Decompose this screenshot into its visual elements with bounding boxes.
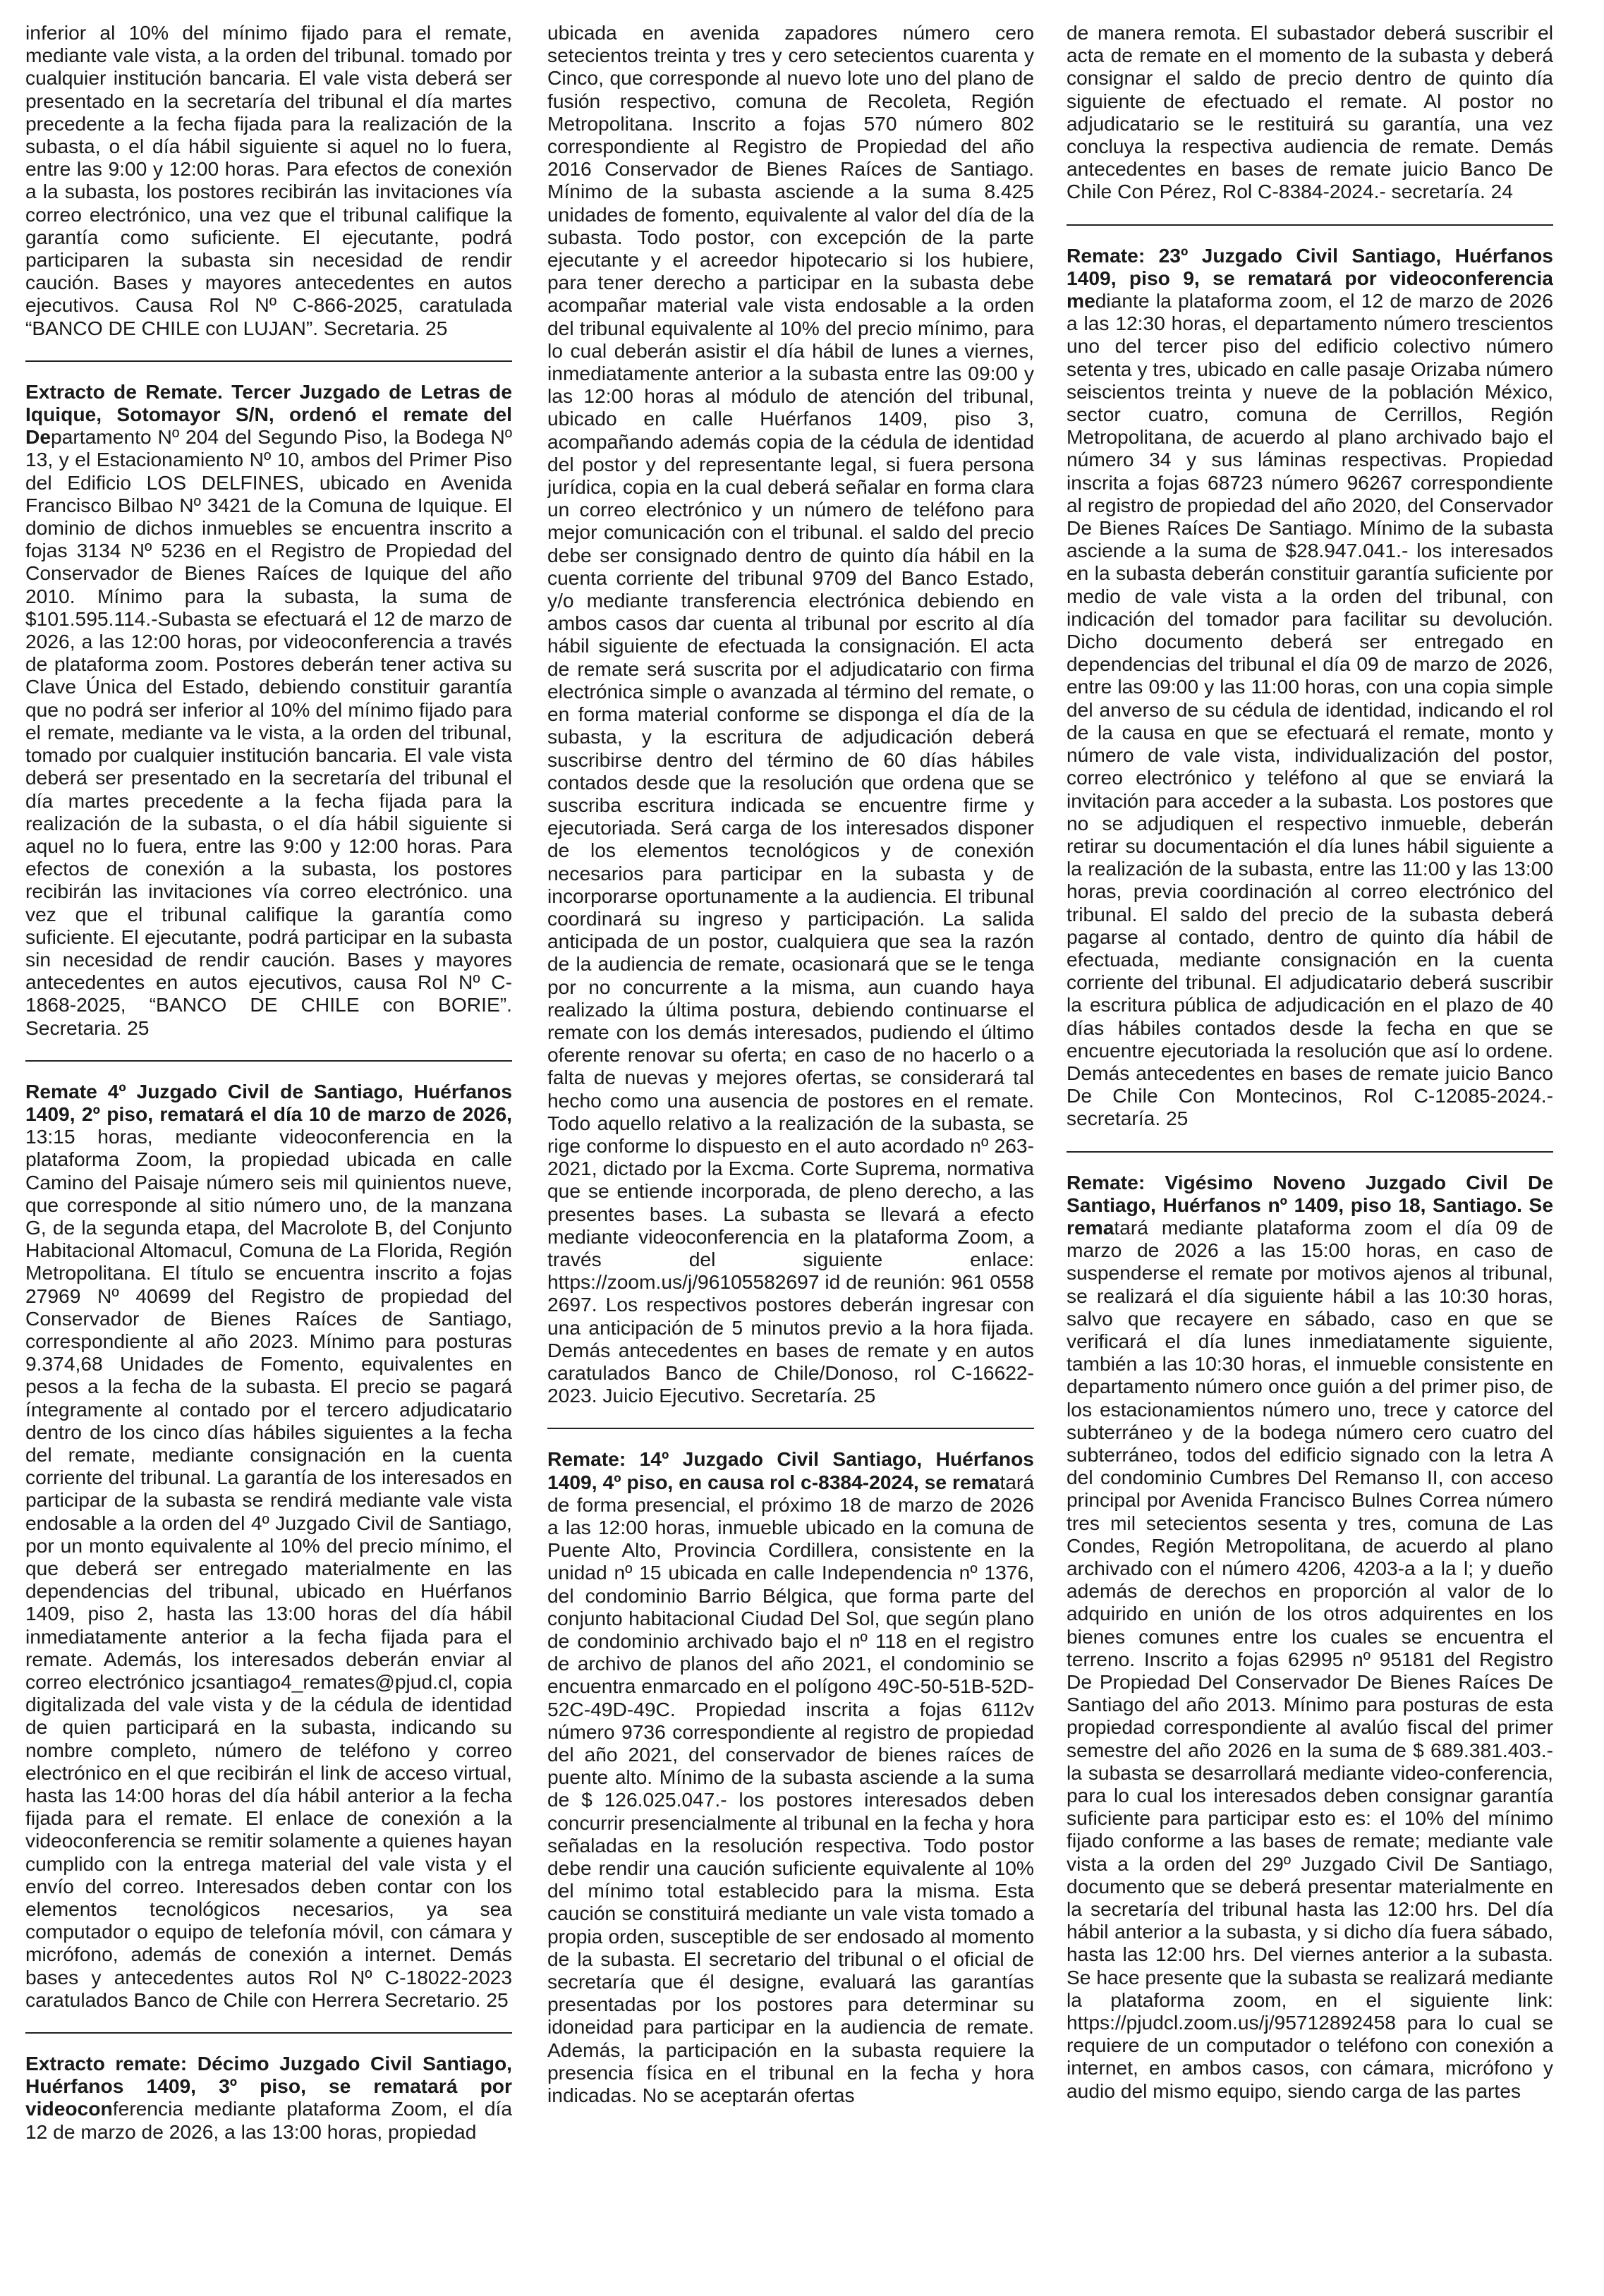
notice-body: ferencia mediante plataforma Zoom, el día 12 de marzo de 2026, a las 13:00 horas, propiedad	[25, 2097, 512, 2143]
notice-heading: Remate: 23º Juzgado Civil Santiago, Huérfanos 1409, piso 9, se rematará por videoconferencia me	[1067, 243, 1553, 312]
notice-body: tará mediante plataforma zoom el día 09 de marzo de 2026 a las 15:00 horas, en caso de suspenderse el remate por motivos ajenos al tribunal, se realizará el día siguiente hábil a las 10:30 horas, salvo que recayere en sábado, caso en que se verificará el día lunes inmediatamente siguiente, también a las 10:30 horas, el inmueble consistente en departamento número once guión a del primer piso, de los estacionamientos número uno, trece y catorce del subterráneo y de la bodega número cero cuatro del subterráneo, todos del edificio signado con la letra A del condominio Cumbres Del Remanso II, con acceso principal por Avenida Francisco Bulnes Correa número tres mil setecientos sesenta y tres, comuna de Las Condes, Región Metropolitana, de acuerdo al plano archivado con el número 4206, 4203-a a la l; y dueño además de derechos en proporción al valor de lo adquirido en unión de los otros adquirentes en los bienes comunes entre los cuales se encuentra el terreno. Inscrito a fojas 62995 nº 95181 del Registro De Propiedad Del Conservador De Bienes Raíces De Santiago del año 2013. Mínimo para posturas de esta propiedad correspondiente al avalúo fiscal del primer semestre del año 2026 en la suma de $ 689.381.403.- la subasta se desarrollará mediante video-conferencia, para lo cual los interesados deben consignar garantía suficiente para participar esto es: el 10% del mínimo fijado conforme a las bases de remate; mediante vale vista a la orden del 29º Juzgado Civil De Santiago, documento que se deberá presentar materialmente en la secretaría del tribunal hasta las 12:00 hrs. Del día hábil anterior a la subasta, y si dicho día fuera sábado, hasta las 12:00 hrs. Del viernes anterior a la subasta. Se hace presente que la subasta se realizará mediante la plataforma zoom, en el siguiente link: https://pjudcl.zoom.us/j/95712892458 para lo cual se requiere de un computador o teléfono con conexión a internet, en ambos casos, con cámara, micrófono y audio del mismo equipo, siendo carga de las partes	[1067, 1215, 1553, 2102]
notice-separator	[25, 360, 512, 362]
notice-separator	[25, 2032, 512, 2034]
notice-29th-court-remate	[1067, 1171, 1553, 2102]
column-1	[25, 21, 512, 2285]
notice-continuation	[1067, 21, 1553, 203]
notice-10th-court-remate	[25, 2052, 512, 2143]
notice-body: inferior al 10% del mínimo fijado para el remate, mediante vale vista, a la orden del tribunal. tomado por cualquier institución bancaria. El vale vista deberá ser presentado en la secretaría del tribunal el día martes precedente a la fecha fijada para la realización de la subasta, o el día hábil siguiente si aquel no lo fuera, entre las 9:00 y 12:00 horas. Para efectos de conexión a la subasta, los postores recibirán las invitaciones vía correo electrónico, una vez que el tribunal califique la garantía como suficiente. El ejecutante, podrá participaren la subasta sin necesidad de rendir caución. Bases y mayores antecedentes en autos ejecutivos. Causa Rol Nº C-866-2025, caratulada “BANCO DE CHILE con LUJAN”. Secretaria. 25	[25, 21, 512, 339]
notice-continuation	[547, 21, 1034, 1407]
notice-body: ubicada en avenida zapadores número cero setecientos treinta y tres y cero setecientos cuarenta y Cinco, que corresponde al nuevo lote uno del plano de fusión respectivo, comuna de Recoleta, Región Metropolitana. Inscrito a fojas 570 número 802 correspondiente al Registro de Propiedad del año 2016 Conservador de Bienes Raíces de Santiago. Mínimo de la subasta asciende a la suma 8.425 unidades de fomento, equivalente al valor del día de la subasta. Todo postor, con excepción de la parte ejecutante y el acreedor hipotecario si los hubiere, para tener derecho a participar en la subasta debe acompañar material vale vista endosable a la orden del tribunal equivalente al 10% del precio mínimo, para lo cual deberán asistir el día hábil de lunes a viernes, inmediatamente anterior a la subasta entre las 09:00 y las 12:00 horas al módulo de atención del tribunal, ubicado en calle Huérfanos 1409, piso 3, acompañando además copia de la cédula de identidad del postor y del representante legal, si fuera persona jurídica, copia en la cual deberá señalar en forma clara un correo electrónico y un número de teléfono para mejor comunicación con el tribunal. el saldo del precio debe ser consignado dentro de quinto día hábil en la cuenta corriente del tribunal 9709 del Banco Estado, y/o mediante transferencia electrónica debiendo en ambos casos dar cuenta al tribunal por escrito al día hábil siguiente de efectuada la consignación. El acta de remate será suscrita por el adjudicatario con firma electrónica simple o avanzada al término del remate, o en forma material conforme se disponga el día de la subasta, y la escritura de adjudicación deberá suscribirse dentro del término de 60 días hábiles contados desde que la resolución que ordena que se suscriba escritura indicada se encuentre firme y ejecutoriada. Será carga de los interesados disponer de los elementos tecnológicos y de conexión necesarios para participar en la subasta y de incorporarse oportunamente a la audiencia. El tribunal coordinará su ingreso y participación. La salida anticipada de un postor, cualquiera que sea la razón de la audiencia de remate, ocasionará que se le tenga por no concurrente a la misma, aun cuando haya realizado la última postura, debiendo continuarse el remate con los demás interesados, pudiendo el último oferente renovar su oferta; en caso de no hacerlo o a falta de nuevas y mejores ofertas, se considerará tal hecho como una ausencia de postores en el remate. Todo aquello relativo a la realización de la subasta, se rige conforme lo dispuesto en el auto acordado nº 263-2021, dictado por la Excma. Corte Suprema, normativa que se entiende incorporada, de pleno derecho, a las presentes bases. La subasta se llevará a efecto mediante videoconferencia en la plataforma Zoom, a través del siguiente enlace: https://zoom.us/j/96105582697 id de reunión: 961 0558 2697. Los respectivos postores deberán ingresar con una anticipación de 5 minutos previo a la hora fijada. Demás antecedentes en bases de remate y en autos caratulados Banco de Chile/Donoso, rol C-16622-2023. Juicio Ejecutivo. Secretaría. 25	[547, 21, 1034, 1407]
notice-heading: Extracto de Remate. Tercer Juzgado de Letras de Iquique, Sotomayor S/N, ordenó el remate del De	[25, 379, 512, 449]
notice-separator	[1067, 224, 1553, 226]
column-2	[547, 21, 1034, 2285]
column-3	[1067, 21, 1553, 2285]
notice-body: de manera remota. El subastador deberá suscribir el acta de remate en el momento de la subasta y deberá consignar el saldo de precio dentro de quinto día siguiente de efectuado el remate. Al postor no adjudicatario se le restituirá su garantía, una vez concluya la respectiva audiencia de remate. Demás antecedentes en bases de remate juicio Banco De Chile Con Pérez, Rol C-8384-2024.- secretaría. 24	[1067, 21, 1553, 203]
notice-iquique-remate	[25, 380, 512, 1039]
notice-23rd-court-remate	[1067, 244, 1553, 1130]
notice-heading: Remate 4º Juzgado Civil de Santiago, Huérfanos 1409, 2º piso, rematará el día 10 de marzo de 2026,	[25, 1079, 512, 1125]
notice-separator	[25, 1060, 512, 1062]
notice-body: partamento Nº 204 del Segundo Piso, la Bodega Nº 13, y el Estacionamiento Nº 10, ambos del Primer Piso del Edificio LOS DELFINES, ubicado en Avenida Francisco Bilbao Nº 3421 de la Comuna de Iquique. El dominio de dichos inmuebles se encuentra inscrito a fojas 3134 Nº 5236 en el Registro de Propiedad del Conservador de Bienes Raíces de Iquique del año 2010. Mínimo para la subasta, la suma de $101.595.114.-Subasta se efectuará el 12 de marzo de 2026, a las 12:00 horas, por videoconferencia a través de plataforma zoom. Postores deberán tener activa su Clave Única del Estado, debiendo constituir garantía que no podrá ser inferior al 10% del mínimo fijado para el remate, mediante va le vista, a la orden del tribunal, tomado por cualquier institución bancaria. El vale vista deberá ser presentado en la secretaría del tribunal el día martes precedente a la fecha fijada para la realización de la subasta, o el día hábil siguiente si aquel no lo fuera, entre las 9:00 y 12:00 horas. Para efectos de conexión a la subasta, los postores recibirán las invitaciones vía correo electrónico. una vez que el tribunal califique la garantía como suficiente. El ejecutante, podrá participar en la subasta sin necesidad de rendir caución. Bases y mayores antecedentes en autos ejecutivos, causa Rol Nº C-1868-2025, “BANCO DE CHILE con BORIE”. Secretaria. 25	[25, 425, 512, 1039]
notice-body: diante la plataforma zoom, el 12 de marzo de 2026 a las 12:30 horas, el departamento número trescientos uno del tercer piso del edificio colectivo número setenta y tres, ubicado en calle pasaje Orizaba número seiscientos treinta y nueve de la población México, sector cuatro, comuna de Cerrillos, Región Metropolitana, de acuerdo al plano archivado bajo el número 34 y sus láminas respectivas. Propiedad inscrita a fojas 68723 número 96267 correspondiente al registro de propiedad del año 2020, del Conservador De Bienes Raíces De Santiago. Mínimo de la subasta asciende a la suma de $28.947.041.- los interesados en la subasta deberán constituir garantía suficiente por medio de vale vista a la orden del tribunal, con indicación del tomador para facilitar su devolución. Dicho documento deberá ser entregado en dependencias del tribunal el día 09 de marzo de 2026, entre las 09:00 y las 11:00 horas, con una copia simple del anverso de su cédula de identidad, indicando el rol de la causa en que se efectuará el remate, monto y número de vale vista, individualización del postor, correo electrónico y teléfono al que se enviará la invitación para acceder a la subasta. Los postores que no se adjudiquen el respectivo inmueble, deberán retirar su documentación el día lunes hábil siguiente a la realización de la subasta, entre las 11:00 y las 13:00 horas, previa coordinación al correo electrónico del tribunal. El saldo del precio de la subasta deberá pagarse al contado, dentro de quinto día hábil de efectuada, mediante consignación en la cuenta corriente del tribunal. El adjudicatario deberá suscribir la escritura pública de adjudicación en el plazo de 40 días hábiles contados desde la fecha en que se encuentre ejecutoriada la resolución que así lo ordene. Demás antecedentes en bases de remate juicio Banco De Chile Con Montecinos, Rol C-12085-2024.- secretaría. 25	[1067, 289, 1553, 1130]
notice-continuation	[25, 21, 512, 339]
notice-heading: Extracto remate: Décimo Juzgado Civil Santiago, Huérfanos 1409, 3º piso, se rematará por videocon	[25, 2052, 512, 2120]
notice-separator	[1067, 1151, 1553, 1153]
notice-heading: Remate: 14º Juzgado Civil Santiago, Huérfanos 1409, 4º piso, en causa rol c-8384-2024, se rema	[547, 1447, 1034, 1493]
notice-4th-court-remate	[25, 1080, 512, 2011]
notice-heading: Remate: Vigésimo Noveno Juzgado Civil De Santiago, Huérfanos nº 1409, piso 18, Santiago. Se rema	[1067, 1170, 1553, 1239]
notice-body: 13:15 horas, mediante videoconferencia en la plataforma Zoom, la propiedad ubicada en calle Camino del Paisaje número seis mil quinientos nueve, que corresponde al sitio número uno, de la manzana G, de la segunda etapa, del Macrolote B, del Conjunto Habitacional Altomacul, Comuna de La Florida, Región Metropolitana. El título se encuentra inscrito a fojas 27969 Nº 40699 del Registro de propiedad del Conservador de Bienes Raíces de Santiago, correspondiente al año 2023. Mínimo para posturas 9.374,68 Unidades de Fomento, equivalentes en pesos a la fecha de la subasta. El precio se pagará íntegramente al contado por el tercero adjudicatario dentro de los cinco días hábiles siguientes a la fecha del remate, mediante consignación en la cuenta corriente del tribunal. La garantía de los interesados en participar de la subasta se rendirá mediante vale vista endosable a la orden del 4º Juzgado Civil de Santiago, por un monto equivalente al 10% del precio mínimo, el que deberá ser entregado materialmente en las dependencias del tribunal, ubicado en Huérfanos 1409, piso 2, hasta las 13:00 horas del día hábil inmediatamente anterior a la fecha fijada para el remate. Además, los interesados deberán enviar al correo electrónico jcsantiago4_remates@pjud.cl, copia digitalizada del vale vista y de la cédula de identidad de quien participará en la subasta, indicando su nombre completo, número de teléfono y correo electrónico en el que recibirán el link de acceso virtual, hasta las 14:00 horas del día hábil anterior a la fecha fijada para el remate. El enlace de conexión a la videoconferencia se remitir solamente a quienes hayan cumplido con la entrega material del vale vista y el envío del correo. Interesados deben contar con los elementos tecnológicos necesarios, ya sea computador o equipo de telefonía móvil, con cámara y micrófono, además de conexión a internet. Demás bases y antecedentes autos Rol Nº C-18022-2023 caratulados Banco de Chile con Herrera Secretario. 25	[25, 1125, 512, 2011]
notice-separator	[547, 1428, 1034, 1429]
notice-14th-court-remate	[547, 1447, 1034, 2106]
notice-body: tará de forma presencial, el próximo 18 de marzo de 2026 a las 12:00 horas, inmueble ubicado en la comuna de Puente Alto, Provincia Cordillera, consistente en la unidad nº 15 ubicada en calle Independencia nº 1376, del condominio Barrio Bélgica, que forma parte del conjunto habitacional Ciudad Del Sol, que según plano de condominio archivado bajo el nº 118 en el registro de archivo de planos del año 2021, el condominio se encuentra enmarcado en el polígono 49C-50-51B-52D-52C-49D-49C. Propiedad inscrita a fojas 6112v número 9736 correspondiente al registro de propiedad del año 2021, del conservador de bienes raíces de puente alto. Mínimo de la subasta asciende a la suma de $ 126.025.047.- los postores interesados deben concurrir presencialmente al tribunal en la fecha y hora señaladas en la resolución respectiva. Todo postor debe rendir una caución suficiente equivalente al 10% del mínimo total establecido para la misma. Esta caución se constituirá mediante un vale vista tomado a propia orden, susceptible de ser endosado al momento de la subasta. El secretario del tribunal o el oficial de secretaría que él designe, evaluará las garantías presentadas por los postores para determinar su idoneidad para participar en la audiencia de remate. Además, la participación en la subasta requiere la presencia física en el tribunal en la fecha y hora indicadas. No se aceptarán ofertas	[547, 1470, 1034, 2107]
